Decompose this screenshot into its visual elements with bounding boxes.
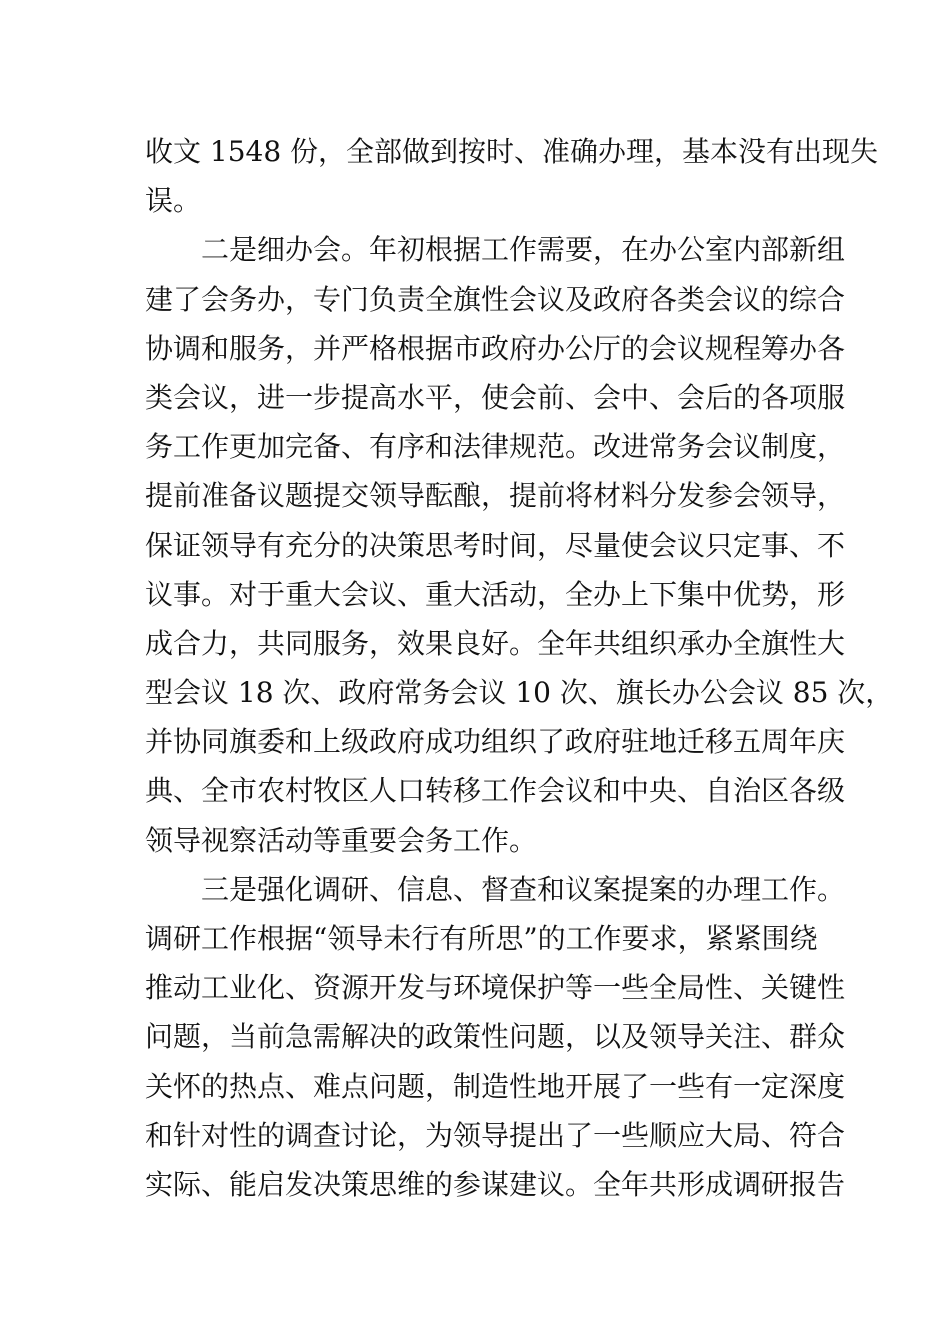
text-line: 问题，当前急需解决的政策性问题，以及领导关注、群众 — [145, 1020, 846, 1054]
text-line: 典、全市农村牧区人口转移工作会议和中央、自治区各级 — [145, 774, 846, 808]
text-line: 建了会务办，专门负责全旗性会议及政府各类会议的综合 — [145, 282, 846, 316]
text-line: 务工作更加完备、有序和法律规范。改进常务会议制度， — [145, 430, 846, 464]
text-line: 成合力，共同服务，效果良好。全年共组织承办全旗性大 — [145, 626, 846, 660]
paragraph-p2 — [145, 225, 894, 864]
text-line: 二是细办会。年初根据工作需要，在办公室内部新组 — [201, 233, 846, 267]
text-line: 型会议 18 次、政府常务会议 10 次、旗长办公会议 85 次， — [145, 676, 894, 710]
text-line: 关怀的热点、难点问题，制造性地开展了一些有一定深度 — [145, 1069, 846, 1103]
text-line: 调研工作根据“领导未行有所思”的工作要求，紧紧围绕 — [145, 922, 818, 955]
text-line: 保证领导有充分的决策思考时间，尽量使会议只定事、不 — [145, 528, 846, 562]
text-line: 并协同旗委和上级政府成功组织了政府驻地迁移五周年庆 — [145, 725, 846, 759]
paragraph-p1 — [145, 127, 879, 225]
text-line: 领导视察活动等重要会务工作。 — [145, 823, 538, 857]
body-text — [145, 127, 894, 1209]
text-line: 和针对性的调查讨论，为领导提出了一些顺应大局、符合 — [145, 1118, 846, 1152]
text-line: 议事。对于重大会议、重大活动，全办上下集中优势，形 — [145, 577, 846, 611]
text-line: 误。 — [145, 184, 202, 218]
text-line: 推动工业化、资源开发与环境保护等一些全局性、关键性 — [145, 971, 846, 1005]
text-line: 收文 1548 份，全部做到按时、准确办理，基本没有出现失 — [145, 135, 879, 168]
text-line: 协调和服务，并严格根据市政府办公厅的会议规程筹办各 — [145, 331, 846, 365]
text-line: 三是强化调研、信息、督查和议案提案的办理工作。 — [201, 872, 846, 906]
paragraph-p3 — [145, 865, 846, 1209]
text-line: 类会议，进一步提高水平，使会前、会中、会后的各项服 — [145, 380, 846, 414]
text-line: 提前准备议题提交领导酝酿，提前将材料分发参会领导， — [145, 479, 846, 513]
text-line: 实际、能启发决策思维的参谋建议。全年共形成调研报告 — [145, 1167, 846, 1201]
